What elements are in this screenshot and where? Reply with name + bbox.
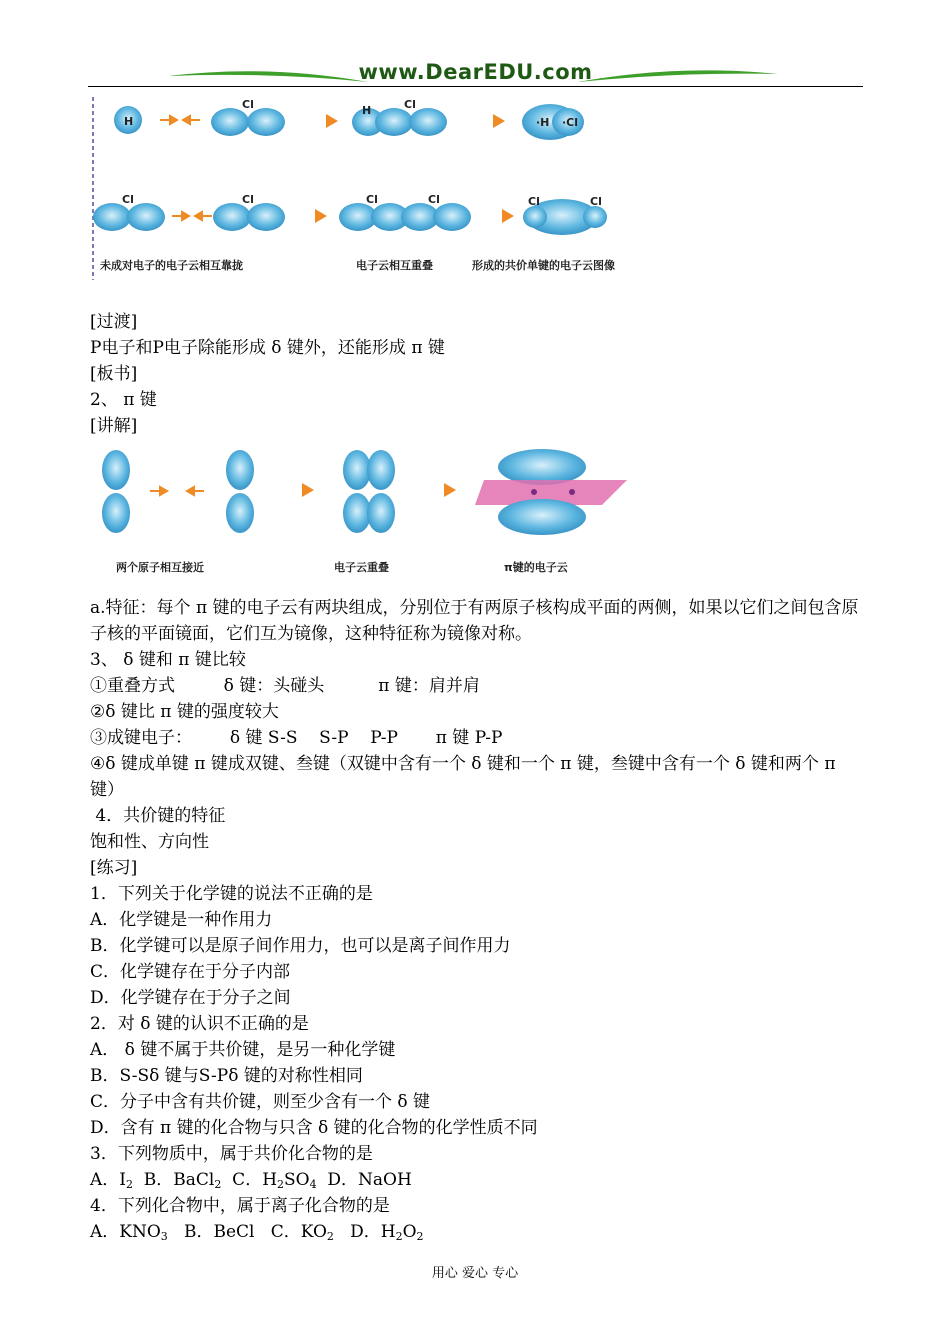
arrow-left — [195, 212, 212, 220]
arrow-right — [280, 483, 314, 497]
p-orbital-lobe — [343, 450, 371, 490]
atom-label-h: H — [124, 115, 134, 128]
option: C．分子中含有共价键，则至少含有一个 δ 键 — [90, 1092, 431, 1112]
arrow-left — [183, 116, 200, 124]
text-line: ①重叠方式 δ 键：头碰头 π 键：肩并肩 — [90, 676, 480, 696]
figure1-caption: 未成对电子的电子云相互靠拢 — [100, 259, 243, 272]
text-line: 4．共价键的特征 — [90, 806, 226, 826]
option: A．化学键是一种作用力 — [90, 910, 273, 930]
options-line-q3: A．$I_2$ B．BaCl$_2$ C．$H_2SO_4$ D．NaOH — [90, 1170, 412, 1191]
arrow-right — [150, 487, 167, 495]
text-line: ③成键电子： δ 键 S-S S-P P-P π 键 P-P — [90, 728, 503, 748]
pi-bond-figure — [92, 445, 632, 585]
text-line: ②δ 键比 π 键的强度较大 — [90, 702, 279, 722]
figure2-caption: 两个原子相互接近 — [116, 561, 204, 574]
text-line: 3、 δ 键和 π 键比较 — [90, 650, 246, 670]
text-line: P电子和P电子除能形成 δ 键外，还能形成 π 键 — [90, 338, 445, 358]
text-line: [练习] — [90, 858, 138, 878]
text-line: 2、 π 键 — [90, 390, 157, 410]
figure1-caption: 电子云相互重叠 — [356, 259, 433, 272]
p-orbital-lobe — [102, 450, 130, 490]
p-orbital-lobe — [375, 108, 413, 136]
option: D．含有 π 键的化合物与只含 δ 键的化合物的化学性质不同 — [90, 1118, 538, 1138]
arrow-right — [482, 209, 514, 223]
atom-label-h: H — [362, 104, 372, 117]
header-rule — [88, 86, 863, 87]
arrow-right — [422, 483, 456, 497]
figure2-caption: 电子云重叠 — [334, 561, 389, 574]
p-orbital-lobe — [343, 493, 371, 533]
p-orbital-lobe — [211, 108, 249, 136]
option: A． δ 键不属于共价键，是另一种化学键 — [90, 1040, 396, 1060]
question: 3．下列物质中，属于共价化合物的是 — [90, 1144, 373, 1164]
p-orbital-lobe — [583, 206, 607, 228]
arrow-right — [306, 114, 338, 128]
paragraph: a.特征：每个 π 键的电子云有两块组成，分别位于有两原子核构成平面的两侧，如果以它们之间包含原子核的平面镜面，它们互为镜像，这种特征称为镜像对称。 — [90, 598, 859, 644]
p-orbital-lobe — [367, 493, 395, 533]
merged-label-h: ·H — [536, 116, 550, 129]
atom-label-cl: Cl — [242, 193, 254, 206]
p-orbital-lobe — [367, 450, 395, 490]
arrow-left — [187, 487, 204, 495]
text-line: [讲解] — [90, 416, 138, 436]
page-footer: 用心 爱心 专心 — [431, 1266, 519, 1281]
figure1-caption: 形成的共价单键的电子云图像 — [472, 259, 615, 272]
atom-label-cl: Cl — [242, 98, 254, 111]
arrow-right — [172, 212, 189, 220]
atom-label-cl: Cl — [428, 193, 440, 206]
nucleus — [569, 489, 575, 495]
p-orbital-lobe — [226, 493, 254, 533]
option: C．化学键存在于分子内部 — [90, 962, 291, 982]
atom-label-cl: Cl — [528, 195, 540, 208]
atom-label-cl: Cl — [366, 193, 378, 206]
p-orbital-lobe — [409, 108, 447, 136]
p-orbital-lobe — [127, 203, 165, 231]
question: 1．下列关于化学键的说法不正确的是 — [90, 884, 373, 904]
arrow-right — [160, 116, 177, 124]
page-header — [88, 60, 863, 92]
nucleus — [531, 489, 537, 495]
text-line: [板书] — [90, 364, 138, 384]
p-orbital-lobe — [433, 203, 471, 231]
pi-cloud-lower — [498, 499, 586, 535]
figure2-caption: π键的电子云 — [504, 561, 568, 574]
merged-label-cl: ·Cl — [562, 116, 579, 129]
atom-label-cl: Cl — [122, 193, 134, 206]
atom-label-cl: Cl — [404, 98, 416, 111]
p-orbital-lobe — [247, 108, 285, 136]
options-line-q4: A．$KNO_3$ B．BeCl C．$KO_2$ D．$H_2O_2$ — [90, 1222, 424, 1243]
question: 2．对 δ 键的认识不正确的是 — [90, 1014, 309, 1034]
option: D．化学键存在于分子之间 — [90, 988, 291, 1008]
text-line: 饱和性、方向性 — [90, 832, 209, 852]
p-orbital-lobe — [102, 493, 130, 533]
option: B．S-Sδ 键与S-Pδ 键的对称性相同 — [90, 1066, 363, 1086]
text-line: [过渡] — [90, 312, 138, 332]
p-orbital-lobe — [213, 203, 251, 231]
site-logo: www.DearEDU.com — [358, 60, 593, 84]
p-orbital-lobe — [523, 206, 547, 228]
p-orbital-lobe — [93, 203, 131, 231]
arrow-right — [473, 114, 505, 128]
option: B．化学键可以是原子间作用力，也可以是离子间作用力 — [90, 936, 511, 956]
pi-cloud-upper — [498, 449, 586, 485]
arrow-right — [295, 209, 327, 223]
sigma-bond-figure — [90, 95, 670, 285]
question: 4．下列化合物中，属于离子化合物的是 — [90, 1196, 390, 1216]
atom-label-cl: Cl — [590, 195, 602, 208]
p-orbital-lobe — [247, 203, 285, 231]
paragraph: ④δ 键成单键 π 键成双键、叁键（双键中含有一个 δ 键和一个 π 键，叁键中含有一个 δ 键和两个 π 键） — [90, 754, 836, 800]
p-orbital-lobe — [226, 450, 254, 490]
